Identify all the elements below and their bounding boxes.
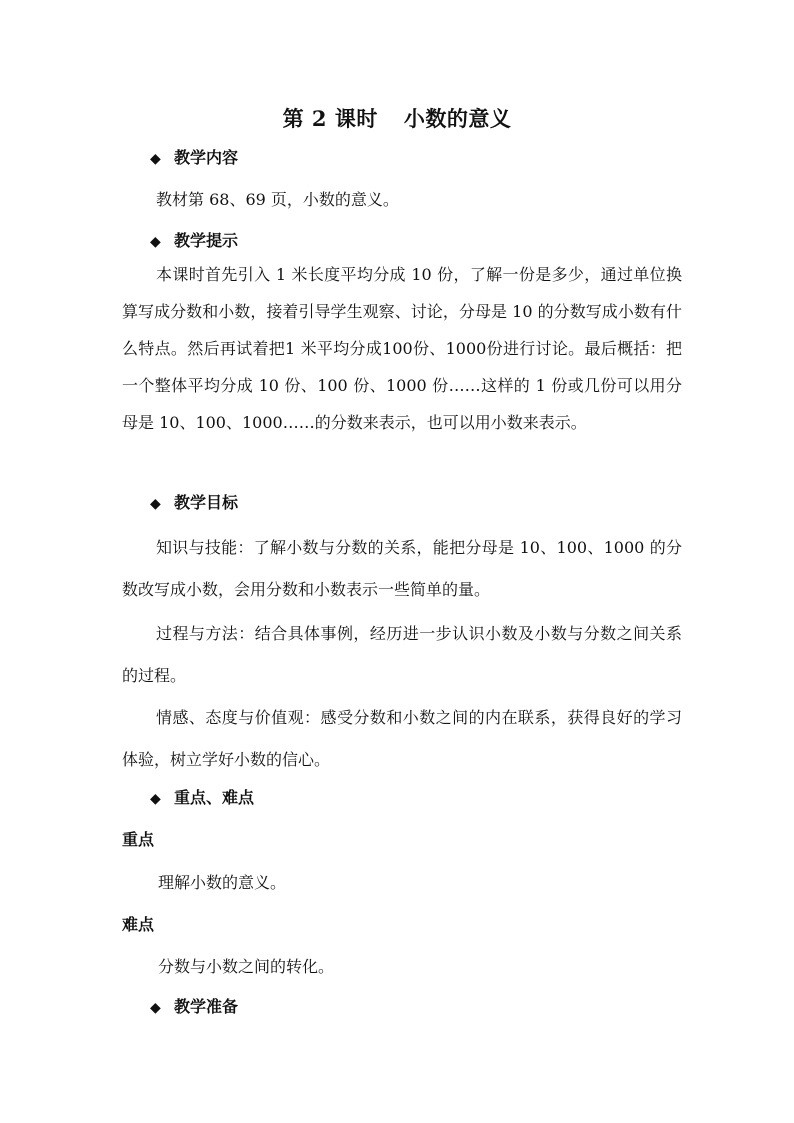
diamond-bullet-icon: ◆ [150, 234, 161, 250]
section-heading-goals [150, 493, 238, 514]
diamond-bullet-icon: ◆ [150, 1000, 161, 1016]
key-point-text: 理解小数的意义。 [158, 873, 287, 892]
section-heading-label: 教学内容 [174, 148, 239, 167]
lesson-number: 第 2 课时 [282, 106, 378, 131]
section-heading-key-points [150, 788, 254, 809]
diamond-bullet-icon: ◆ [150, 496, 161, 512]
page-title [0, 103, 794, 133]
key-point-label: 重点 [122, 830, 155, 849]
section-heading-label: 教学准备 [174, 997, 239, 1016]
section-heading-label: 重点、难点 [174, 788, 255, 807]
diamond-bullet-icon: ◆ [150, 791, 161, 807]
difficult-point-text: 分数与小数之间的转化。 [158, 957, 335, 976]
hints-paragraph: 本课时首先引入 1 米长度平均分成 10 份，了解一份是多少，通过单位换算写成分数和小数，接着引导学生观察、讨论，分母是 10 的分数写成小数有什么特点。然后再试着把1 米平均分成100份、1000份进行讨论。最后概括：把一个整体平均分成 10 份、100 份、1000 份……这样的 1 份或几份可以用分母是 10、100、1000……的分数来表示，也可以用小数来表示。 [122, 265, 682, 432]
goal-attitude: 情感、态度与价值观：感受分数和小数之间的内在联系，获得良好的学习体验，树立学好小数的信心。 [122, 708, 682, 769]
goal-process: 过程与方法：结合具体事例，经历进一步认识小数及小数与分数之间关系的过程。 [122, 624, 682, 685]
section-heading-preparation [150, 997, 238, 1018]
section-heading-label: 教学目标 [174, 493, 239, 512]
section-heading-label: 教学提示 [174, 231, 239, 250]
difficult-point-label: 难点 [122, 915, 155, 934]
diamond-bullet-icon: ◆ [150, 151, 161, 167]
goal-knowledge: 知识与技能：了解小数与分数的关系，能把分母是 10、100、1000 的分数改写成小数，会用分数和小数表示一些简单的量。 [122, 538, 682, 599]
lesson-topic: 小数的意义 [403, 106, 512, 131]
section-heading-content [150, 148, 238, 169]
content-text: 教材第 68、69 页，小数的意义。 [156, 190, 399, 209]
section-heading-hints [150, 231, 238, 252]
